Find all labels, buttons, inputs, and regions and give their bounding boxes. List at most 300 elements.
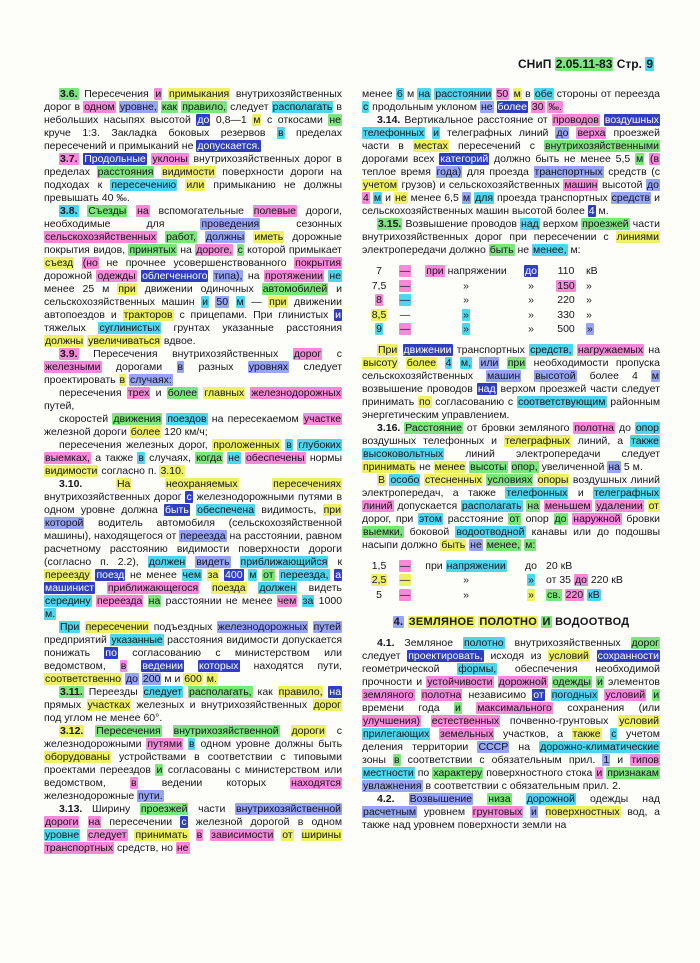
table-cell: » [463, 588, 469, 601]
highlight-mark: указанные [111, 634, 163, 646]
highlight-mark: видимости [162, 166, 215, 178]
highlight-mark: на [608, 460, 620, 473]
table-cell: » [528, 294, 534, 306]
highlight-mark: проезжей [140, 803, 188, 815]
highlight-mark: 1 [603, 754, 610, 766]
highlight-mark: низа [488, 793, 511, 805]
table-cell: 330 [557, 308, 575, 321]
highlight-mark: переезда, [280, 569, 329, 581]
section-heading: 4. ЗЕМЛЯНОЕ ПОЛОТНО И ВОДООТВОД [393, 616, 630, 628]
highlight-mark: которой [45, 517, 84, 529]
paragraph [44, 803, 342, 855]
paragraph [44, 478, 342, 621]
paragraph-text: При пересечении подъездных железнодорожных путей предприятий указанные расстояния видимости допускается понижать по согласованию с министерством или ведомством, в ведении которых находятся пути, соответственно до 200 м и 600 м. [44, 621, 343, 685]
highlight-mark: уклоны [152, 153, 188, 165]
highlight-mark: на [88, 816, 101, 828]
highlight-mark: до [556, 127, 569, 139]
table-row [364, 588, 660, 603]
highlight-mark: железнодорожных [251, 387, 341, 399]
highlight-mark: напряжении [446, 559, 506, 572]
highlight-mark: опор, [511, 460, 538, 473]
highlight-mark: дорожной [498, 676, 547, 688]
highlight-mark: телефонных [506, 486, 568, 499]
highlight-mark: с [363, 101, 369, 113]
section-number: 4.1. [377, 637, 395, 649]
highlight-mark: м [249, 569, 257, 581]
paragraph-text: Переезды следует располагать, как правило, на прямых участках железных и внутрихозяйственных дорог под углом не менее 60°. [44, 686, 342, 724]
paragraph-text: На неохраняемых пересечениях внутрихозяйственных дорог с железнодорожными путями в одном уровне должна быть обеспечена видимость, при которой водитель автомобиля (сельскохозяйственной машины), находящегося от переезда на расстоянии, равном расчетному расстоянию видимости поверхности дороги (согласно п. 2.2), должен видеть приближающийся к переезду поезд не менее чем за 400 м от переезда, а машинист приближающегося поезда должен видеть середину переезда на расстоянии не менее чем за 1000 м. [44, 478, 343, 620]
highlight-mark: ПОЛОТНО [479, 616, 538, 628]
table-cell: 5 [376, 588, 382, 601]
paragraph-text: При движении транспортных средств, нагружаемых на высоту более 4 м, или при необходимости пропуска сельскохозяйственных машин высотой более 4 м возвышение проводов над верхом проезжей части следует принимать по согласованию с соответствующим районным энергетическим управлением. [362, 343, 661, 421]
highlight-mark: обеспечены [245, 452, 305, 464]
highlight-mark: м [513, 88, 521, 100]
highlight-mark: видимости [45, 465, 98, 477]
highlight-mark: водоотводной [456, 525, 525, 538]
highlight-mark: 220 [565, 588, 584, 601]
highlight-mark: располагать [461, 499, 522, 512]
highlight-mark: условий [549, 650, 589, 662]
highlight-mark: не [480, 101, 493, 113]
highlight-mark: видеть [196, 556, 230, 568]
highlight-mark: наружной [573, 512, 621, 525]
highlight-mark: в [277, 127, 284, 139]
table-cell [394, 322, 416, 337]
highlight-mark: прилегающих [363, 728, 430, 740]
highlight-mark: следует [87, 829, 127, 841]
highlight-mark: участках [87, 699, 131, 711]
paragraph [44, 348, 342, 387]
paragraph-text: пересечения трех и более главных железнодорожных путей, [44, 387, 341, 412]
highlight-mark: естественных [431, 715, 500, 727]
highlight-mark: более [497, 101, 527, 113]
highlight-mark: Съезды [88, 205, 127, 217]
highlight-mark: соответствующим [517, 395, 606, 408]
highlight-mark: (в [650, 153, 660, 165]
highlight-mark: до [574, 574, 587, 586]
highlight-mark: 400 [225, 569, 243, 581]
highlight-mark: в [286, 439, 292, 451]
highlight-mark: с [186, 491, 192, 503]
highlight-mark: 3.10. [160, 465, 184, 477]
highlight-mark: менее, [486, 538, 521, 551]
paragraph-text: Пересечения внутрихозяйственных дорог с железными дорогами в разных уровнях следует проектировать в случаях: [44, 348, 343, 386]
table-cell [364, 322, 394, 337]
highlight-mark: до [554, 512, 567, 525]
highlight-mark: дорожно-климатические [540, 741, 659, 753]
highlight-mark: нагружаемых [577, 343, 644, 356]
highlight-mark: менее, [533, 244, 567, 256]
highlight-mark: неохраняемых [165, 478, 238, 490]
highlight-mark: обеспечена [197, 504, 255, 516]
highlight-mark: 30 [531, 101, 544, 113]
highlight-mark: и [156, 764, 163, 776]
highlight-mark: над [521, 218, 539, 230]
highlight-mark: в [138, 452, 144, 464]
paragraph [362, 344, 660, 422]
paragraph-text: Пересечения внутрихозяйственной дороги с железнодорожными путями в одном уровне должны быть оборудованы устройствами в соответствии с типовыми проектами переездов и согласованы с министерством или ведомством, в ведении которых находятся железнодорожные пути. [44, 725, 343, 802]
highlight-mark: допускается. [197, 140, 261, 152]
table-row [364, 293, 660, 308]
table-cell [364, 573, 394, 588]
highlight-mark: этом [419, 512, 442, 525]
highlight-mark: располагать [272, 101, 333, 113]
paragraph-text: Возвышение низа дорожной одежды над расчетным уровнем грунтовых и поверхностных вод, а также над уровнем поверхности земли на [362, 793, 661, 831]
highlight-mark: 3.8. [60, 205, 78, 217]
highlight-mark: съезд [45, 257, 74, 269]
highlight-mark: При [60, 621, 80, 633]
paragraph-text: Пересечения и примыкания внутрихозяйственных дорог в одном уровне, как правило, следует располагать в небольших насыпях высотой до 0,8—1 м с откосами не круче 1:3. Закладка боковых резервов в пределах пересечений и примыканий не допускается. [44, 88, 343, 152]
highlight-mark: когда [196, 452, 222, 464]
highlight-mark: следует [143, 686, 183, 698]
highlight-mark: высотой [535, 369, 576, 382]
highlight-mark: поезда [211, 582, 246, 594]
highlight-mark: 4 [445, 356, 452, 369]
highlight-mark: м. [45, 608, 56, 620]
section-number [59, 153, 79, 165]
highlight-mark: путей [313, 621, 342, 633]
highlight-mark: расстоянии [435, 88, 492, 100]
highlight-mark: полевые [253, 205, 296, 217]
highlight-mark: находятся [291, 777, 341, 789]
paragraph-text: менее 6 м на расстоянии 50 м в обе стороны от переезда с продольным уклоном не более 30 ‰. [362, 88, 660, 113]
highlight-mark: глубоких [298, 439, 342, 451]
highlight-mark: дорог [293, 348, 322, 360]
highlight-mark: по [418, 395, 431, 408]
highlight-mark: формы, [458, 663, 497, 675]
highlight-mark: проводов [552, 114, 599, 126]
highlight-mark: 150 [557, 279, 575, 292]
highlight-mark: пути. [138, 790, 163, 802]
paragraph [44, 205, 342, 348]
section-number [59, 348, 79, 360]
highlight-mark: от [263, 569, 274, 581]
table-cell: » [528, 323, 534, 335]
highlight-mark: года) [436, 166, 462, 178]
highlight-mark: св. [547, 588, 561, 601]
table-cell [416, 322, 516, 337]
highlight-mark: ‰. [548, 101, 562, 113]
highlight-mark: в [196, 829, 203, 841]
paragraph-text: Съезды на вспомогательные полевые дороги, необходимые для проведения сезонных сельскохозяйственных работ, должны иметь дорожные покрытия видов, принятых на дороге, с которой примыкает съезд (но не прочнее усовершенствованного покрытия дорожной одежды облегченного типа), на протяжении не менее 25 м при движении одиночных автомобилей и сельскохозяйственных машин и 50 м — при движении автопоездов и тракторов с прицепами. При глинистых и тяжелых суглинистых грунтах указанные расстояния должны увеличиваться вдвое. [44, 205, 343, 347]
highlight-mark: и [202, 296, 208, 308]
highlight-mark: и [335, 309, 342, 321]
highlight-mark: 3.12. [60, 725, 84, 737]
highlight-mark: транспортных [45, 842, 114, 854]
highlight-mark: Расстояние [405, 421, 462, 434]
text-columns [44, 88, 660, 855]
highlight-mark: м [236, 296, 244, 308]
highlight-mark: располагать, [188, 686, 252, 698]
highlight-mark: участке [303, 413, 342, 425]
paragraph [44, 413, 342, 439]
highlight-mark: принимать [363, 460, 416, 473]
highlight-mark: зависимости [211, 829, 274, 841]
paragraph [44, 621, 342, 686]
table-row [364, 559, 660, 574]
highlight-mark: в [177, 361, 184, 373]
highlight-mark: правило, [278, 686, 323, 698]
highlight-mark: от [648, 499, 659, 512]
table-cell [546, 279, 586, 294]
highlight-mark: должен [148, 556, 186, 568]
highlight-mark: Пересечения [96, 725, 161, 737]
highlight-mark: сельскохозяйственных [45, 231, 156, 243]
table-cell [546, 588, 656, 603]
table-cell: » [586, 308, 592, 321]
highlight-mark: полотна [574, 421, 615, 434]
highlight-mark: расстояния [97, 166, 154, 178]
highlight-mark: трех [127, 387, 150, 399]
highlight-mark: и [454, 702, 461, 714]
table-cell [516, 264, 546, 279]
table-cell: 220 [557, 294, 575, 306]
paragraph-text: Продольные уклоны внутрихозяйственных дорог в пределах расстояния видимости поверхности дороги на подходах к пересечению или примыканию не должны превышать 40 ‰. [44, 153, 342, 204]
highlight-mark: — [399, 559, 411, 572]
paragraph [44, 387, 342, 413]
highlight-mark: для [475, 192, 494, 204]
highlight-mark: 200 [142, 673, 161, 685]
highlight-mark: более [167, 387, 198, 399]
highlight-mark: устойчивости [427, 676, 493, 688]
highlight-mark: условий [619, 715, 659, 727]
highlight-mark: выемках, [45, 452, 91, 464]
highlight-mark: » [528, 588, 534, 601]
highlight-mark: не [329, 114, 342, 126]
highlight-mark: не [329, 270, 342, 282]
highlight-mark: проведения [201, 218, 260, 230]
left-column [44, 88, 342, 855]
highlight-mark: в [120, 660, 127, 672]
highlight-mark: дорог [631, 637, 659, 649]
highlight-mark: не [228, 452, 240, 464]
highlight-mark: иметь [254, 231, 284, 243]
highlight-mark: движении [403, 343, 452, 356]
highlight-mark: в [130, 777, 137, 789]
highlight-mark: 3.6. [60, 88, 78, 100]
highlight-mark: местности [363, 767, 414, 779]
highlight-mark: средств [611, 192, 651, 204]
highlight-mark: проектировать, [408, 650, 483, 662]
paragraph [362, 474, 660, 552]
highlight-mark: чем [277, 595, 297, 607]
highlight-mark: автомобилей [262, 283, 328, 295]
section-number: 3.16. [377, 421, 401, 434]
highlight-mark: машин [486, 369, 521, 382]
highlight-mark: 9 [646, 57, 653, 71]
highlight-mark: местах [413, 140, 448, 152]
table-cell: от 35 до 220 кВ [546, 574, 623, 586]
highlight-mark: — [399, 588, 411, 601]
table-cell: » [528, 308, 534, 321]
highlight-mark: погодных [551, 689, 598, 701]
highlight-mark: улучшения) [363, 715, 420, 727]
paragraph-text: пересечения железных дорог, проложенных в глубоких выемках, а также в случаях, когда не обеспечены нормы видимости согласно п. 3.10. [45, 439, 343, 477]
table-cell [394, 279, 416, 294]
highlight-mark: пересечению [111, 179, 177, 191]
highlight-mark: 4 [588, 205, 595, 217]
highlight-mark: условиях [487, 473, 533, 486]
highlight-mark: ведении [142, 660, 183, 672]
paragraph-text: Ширину проезжей части внутрихозяйственной дороги на пересечении с железной дорогой в одном уровне следует принимать в зависимости от ширины транспортных средств, но не [45, 803, 343, 854]
table-cell: кВ [586, 265, 598, 277]
highlight-mark: работ, [166, 231, 196, 243]
table-cell [364, 308, 394, 323]
highlight-mark: 2.05.11-83 [555, 57, 613, 71]
table-cell [394, 559, 416, 574]
highlight-mark: типа), [213, 270, 243, 282]
table-cell: 1,5 [371, 559, 387, 572]
highlight-mark: от [509, 512, 520, 525]
highlight-mark: не [394, 192, 407, 204]
highlight-mark: 3.9. [60, 348, 78, 360]
highlight-mark: при [507, 356, 526, 369]
table-cell: » [463, 279, 469, 292]
highlight-mark: при [323, 504, 341, 516]
highlight-mark: а [335, 569, 342, 581]
highlight-mark: » [463, 323, 469, 335]
highlight-mark: на [329, 686, 342, 698]
highlight-mark: 3.7. [60, 153, 78, 165]
table-cell: 7,5 [371, 279, 387, 292]
table-cell [394, 588, 416, 603]
highlight-mark: правило, [182, 101, 226, 113]
table-cell: при напряжении [425, 559, 506, 572]
highlight-mark: над [477, 382, 496, 395]
highlight-mark: до [197, 114, 210, 126]
paragraph-text: скоростей движения поездов на пересекаемом участке железной дороги более 120 км/ч; [44, 413, 342, 438]
highlight-mark: железнодорожных [217, 621, 308, 633]
table-cell [516, 588, 546, 603]
highlight-mark: При [378, 343, 398, 356]
section-number: 3.14. [377, 114, 401, 126]
highlight-mark: середину [45, 595, 91, 607]
highlight-mark: не [470, 538, 482, 551]
highlight-mark: и [155, 88, 162, 100]
section-number [59, 725, 84, 737]
paragraph [362, 637, 660, 793]
highlight-mark: главных [204, 387, 245, 399]
highlight-mark: на [418, 88, 431, 100]
highlight-mark: или [480, 356, 499, 369]
highlight-mark: за [302, 595, 314, 607]
highlight-mark: как [161, 101, 178, 113]
highlight-mark: средств, [530, 343, 572, 356]
section-number: 3.10. [59, 478, 83, 490]
highlight-mark: ширины [301, 829, 342, 841]
highlight-mark: на [527, 499, 540, 512]
highlight-mark: должны [45, 335, 84, 347]
highlight-mark: с [611, 728, 617, 740]
paragraph [362, 218, 660, 257]
highlight-mark: СССР [478, 741, 509, 753]
paragraph [44, 686, 342, 725]
highlight-mark: и [597, 676, 603, 688]
highlight-mark: дороге, [196, 244, 233, 256]
highlight-mark: тракторов [123, 309, 173, 321]
highlight-mark: земельных [440, 728, 494, 740]
highlight-mark: приближающегося [107, 582, 199, 594]
page-header [518, 57, 654, 71]
highlight-mark: внутрихозяйственной [173, 725, 279, 737]
highlight-mark: » [463, 308, 469, 321]
values-table [364, 559, 660, 603]
highlight-mark: быть [441, 538, 466, 551]
values-table [364, 264, 660, 337]
highlight-mark: в [119, 374, 126, 386]
table-cell: » [463, 294, 469, 306]
highlight-mark: дорог [313, 699, 341, 711]
highlight-mark: верха [577, 127, 606, 139]
section-number: 4.2. [377, 793, 395, 805]
highlight-mark: сохранности [597, 650, 659, 662]
highlight-mark: — [399, 265, 411, 277]
highlight-mark: дороги [45, 816, 79, 828]
paragraph [362, 793, 660, 832]
highlight-mark: категорий [440, 153, 489, 165]
highlight-mark: меньшем [544, 499, 591, 512]
highlight-mark: уровне, [119, 101, 157, 113]
highlight-mark: — [399, 279, 411, 292]
highlight-mark: менее [434, 460, 466, 473]
highlight-mark: которых [199, 660, 239, 672]
table-row [364, 308, 660, 323]
highlight-mark: с [237, 244, 243, 256]
highlight-mark: движения [113, 413, 162, 425]
highlight-mark: от [282, 829, 293, 841]
highlight-mark: телефонных [363, 127, 425, 139]
highlight-mark: м [462, 192, 471, 204]
highlight-mark: (но [82, 257, 98, 269]
highlight-mark: На [116, 478, 131, 490]
highlight-mark: м [651, 369, 659, 382]
highlight-mark: Продольные [84, 153, 146, 165]
right-column [362, 88, 660, 855]
highlight-mark: опоры [537, 473, 569, 486]
highlight-mark: машин [564, 179, 598, 191]
highlight-mark: стесненных [424, 473, 482, 486]
highlight-mark: телеграфных [504, 434, 570, 447]
highlight-mark: — [399, 294, 411, 306]
highlight-mark: чем [182, 569, 202, 581]
highlight-mark: м [253, 114, 261, 126]
highlight-mark: высоты [470, 460, 507, 473]
highlight-mark: кВ [588, 588, 600, 601]
section-number [59, 205, 79, 217]
highlight-mark: одном [84, 101, 115, 113]
highlight-mark: при [269, 296, 287, 308]
section-number [377, 218, 402, 230]
paragraph-text: В особо стесненных условиях опоры воздушных линий электропередач, а также телефонных и телеграфных линий допускается располагать на меньшем удалении от дорог, при этом расстояние от опор до наружной бровки выемки, боковой водоотводной канавы или до подошвы насыпи должно быть не менее, м: [362, 473, 661, 551]
highlight-mark: телеграфных [594, 486, 659, 499]
highlight-mark: особо [390, 473, 420, 486]
highlight-mark: по [105, 647, 117, 659]
paragraph-text: Возвышение проводов над верхом проезжей части внутрихозяйственных дорог при пересечении с линиями электропередачи должно быть не менее, м: [362, 218, 660, 256]
highlight-mark: 8 [376, 294, 382, 306]
table-cell: 7 [376, 265, 382, 277]
highlight-mark: линиями [616, 231, 660, 243]
paragraph-text: Расстояние от бровки земляного полотна до опор воздушных телефонных и телеграфных линий, а также высоковольтных линий электропередачи следует принимать не менее высоты опор, увеличенной на 5 м. [362, 421, 661, 473]
highlight-mark: 6 [396, 88, 403, 100]
highlight-mark: — [399, 323, 411, 335]
section-number: 3.13. [59, 803, 83, 815]
highlight-mark: м [373, 192, 382, 204]
highlight-mark: 4. [393, 616, 404, 628]
highlight-mark: В [378, 473, 386, 486]
highlight-mark: 50 [216, 296, 229, 308]
highlight-mark: типов [631, 754, 659, 766]
paragraph [362, 422, 660, 474]
